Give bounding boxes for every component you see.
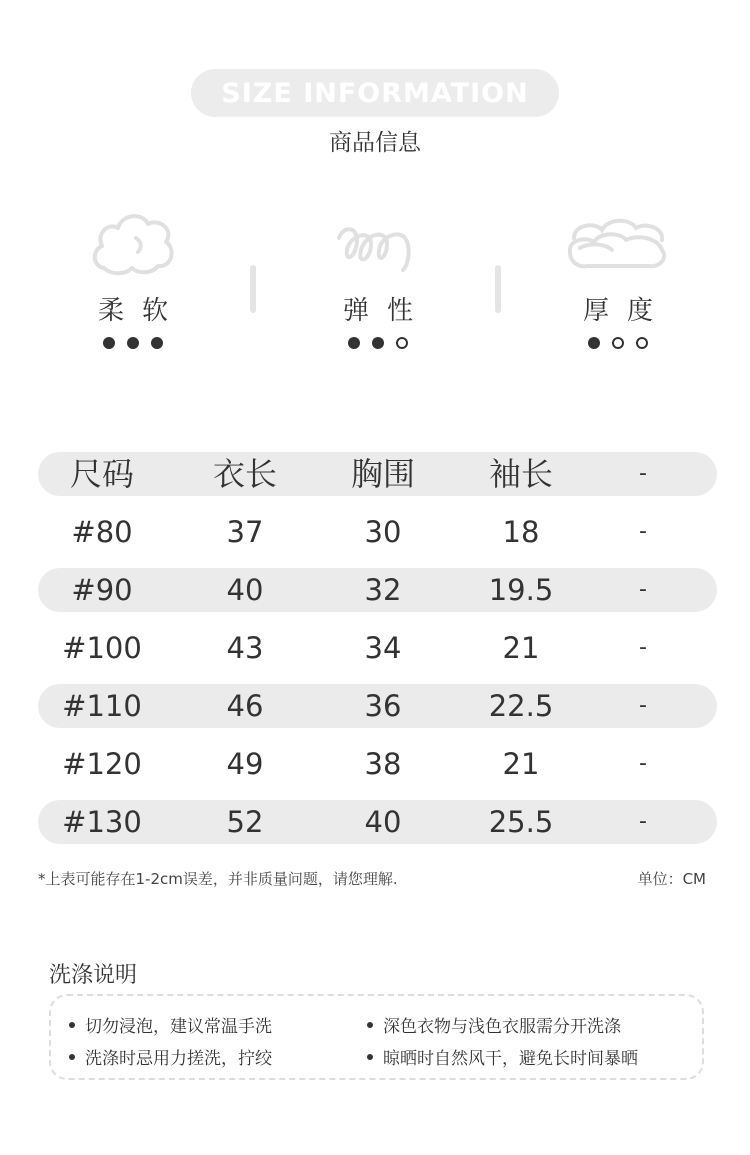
cell-blank: - — [639, 519, 647, 544]
table-row — [38, 742, 717, 786]
rating-dot — [588, 337, 600, 349]
cell-length: 40 — [226, 573, 264, 607]
cell-size: #130 — [62, 805, 142, 839]
table-row — [38, 800, 717, 844]
rating-dot — [396, 337, 408, 349]
rating-dots-softness — [53, 337, 213, 349]
cell-sleeve: 21 — [502, 747, 540, 781]
cell-size: #120 — [62, 747, 142, 781]
cell-chest: 34 — [364, 631, 402, 665]
cell-blank: - — [639, 693, 647, 718]
cell-size: #110 — [62, 689, 142, 723]
rating-dot — [103, 337, 115, 349]
rating-dots-thickness — [538, 337, 698, 349]
washing-title: 洗涤说明 — [49, 963, 138, 988]
measurement-note: *上表可能存在1-2cm误差，并非质量问题，请您理解. — [38, 870, 398, 888]
cell-length: 37 — [226, 515, 264, 549]
column-header-length: 衣长 — [212, 455, 277, 493]
feature-label-softness: 柔软 — [97, 296, 186, 326]
feature-divider — [495, 265, 501, 313]
table-row — [38, 626, 717, 670]
cell-length: 49 — [226, 747, 264, 781]
rating-dot — [127, 337, 139, 349]
cell-size: #100 — [62, 631, 142, 665]
cell-size: #80 — [71, 515, 133, 549]
rating-dots-elasticity — [298, 337, 458, 349]
layers-icon — [566, 208, 670, 278]
column-header-blank: - — [639, 461, 647, 486]
rating-dot — [612, 337, 624, 349]
cell-blank: - — [639, 809, 647, 834]
cell-blank: - — [639, 635, 647, 660]
table-header-row — [38, 452, 717, 496]
cell-blank: - — [639, 751, 647, 776]
cell-chest: 32 — [364, 573, 402, 607]
feature-elasticity — [298, 208, 458, 349]
cell-sleeve: 21 — [502, 631, 540, 665]
cell-chest: 40 — [364, 805, 402, 839]
cell-sleeve: 22.5 — [488, 689, 554, 723]
rating-dot — [348, 337, 360, 349]
cell-size: #90 — [71, 573, 133, 607]
feature-thickness — [538, 208, 698, 349]
size-table — [38, 452, 717, 858]
cell-length: 52 — [226, 805, 264, 839]
cloud-icon — [90, 208, 176, 278]
rating-dot — [151, 337, 163, 349]
cell-chest: 38 — [364, 747, 402, 781]
feature-label-elasticity: 弹性 — [342, 296, 431, 326]
size-information-banner: SIZE INFORMATION — [191, 69, 559, 117]
feature-divider — [250, 265, 256, 313]
cell-chest: 36 — [364, 689, 402, 723]
column-header-size: 尺码 — [69, 455, 134, 493]
table-row — [38, 684, 717, 728]
bullet-icon — [367, 1022, 373, 1028]
column-header-sleeve: 袖长 — [488, 455, 553, 493]
cell-length: 43 — [226, 631, 264, 665]
unit-label: 单位：CM — [637, 870, 706, 888]
washing-item — [69, 1012, 272, 1037]
feature-softness — [53, 208, 213, 349]
washing-instructions-box — [49, 994, 704, 1080]
bullet-icon — [69, 1054, 75, 1060]
washing-item-text: 洗涤时忌用力搓洗，拧绞 — [85, 1049, 272, 1069]
page-title: 商品信息 — [329, 130, 421, 156]
rating-dot — [636, 337, 648, 349]
feature-label-thickness: 厚度 — [582, 296, 671, 326]
washing-item-text: 深色衣物与浅色衣服需分开洗涤 — [383, 1017, 621, 1037]
cell-sleeve: 18 — [502, 515, 540, 549]
washing-item-text: 切勿浸泡，建议常温手洗 — [85, 1017, 272, 1037]
washing-item — [69, 1044, 272, 1069]
washing-item — [367, 1012, 621, 1037]
cell-sleeve: 19.5 — [488, 573, 554, 607]
bullet-icon — [69, 1022, 75, 1028]
washing-item — [367, 1044, 638, 1069]
cell-length: 46 — [226, 689, 264, 723]
table-row — [38, 510, 717, 554]
washing-item-text: 晾晒时自然风干，避免长时间暴晒 — [383, 1049, 638, 1069]
cell-chest: 30 — [364, 515, 402, 549]
rating-dot — [372, 337, 384, 349]
cell-sleeve: 25.5 — [488, 805, 554, 839]
table-row — [38, 568, 717, 612]
column-header-chest: 胸围 — [350, 455, 415, 493]
cell-blank: - — [639, 577, 647, 602]
spring-icon — [333, 208, 423, 278]
bullet-icon — [367, 1054, 373, 1060]
